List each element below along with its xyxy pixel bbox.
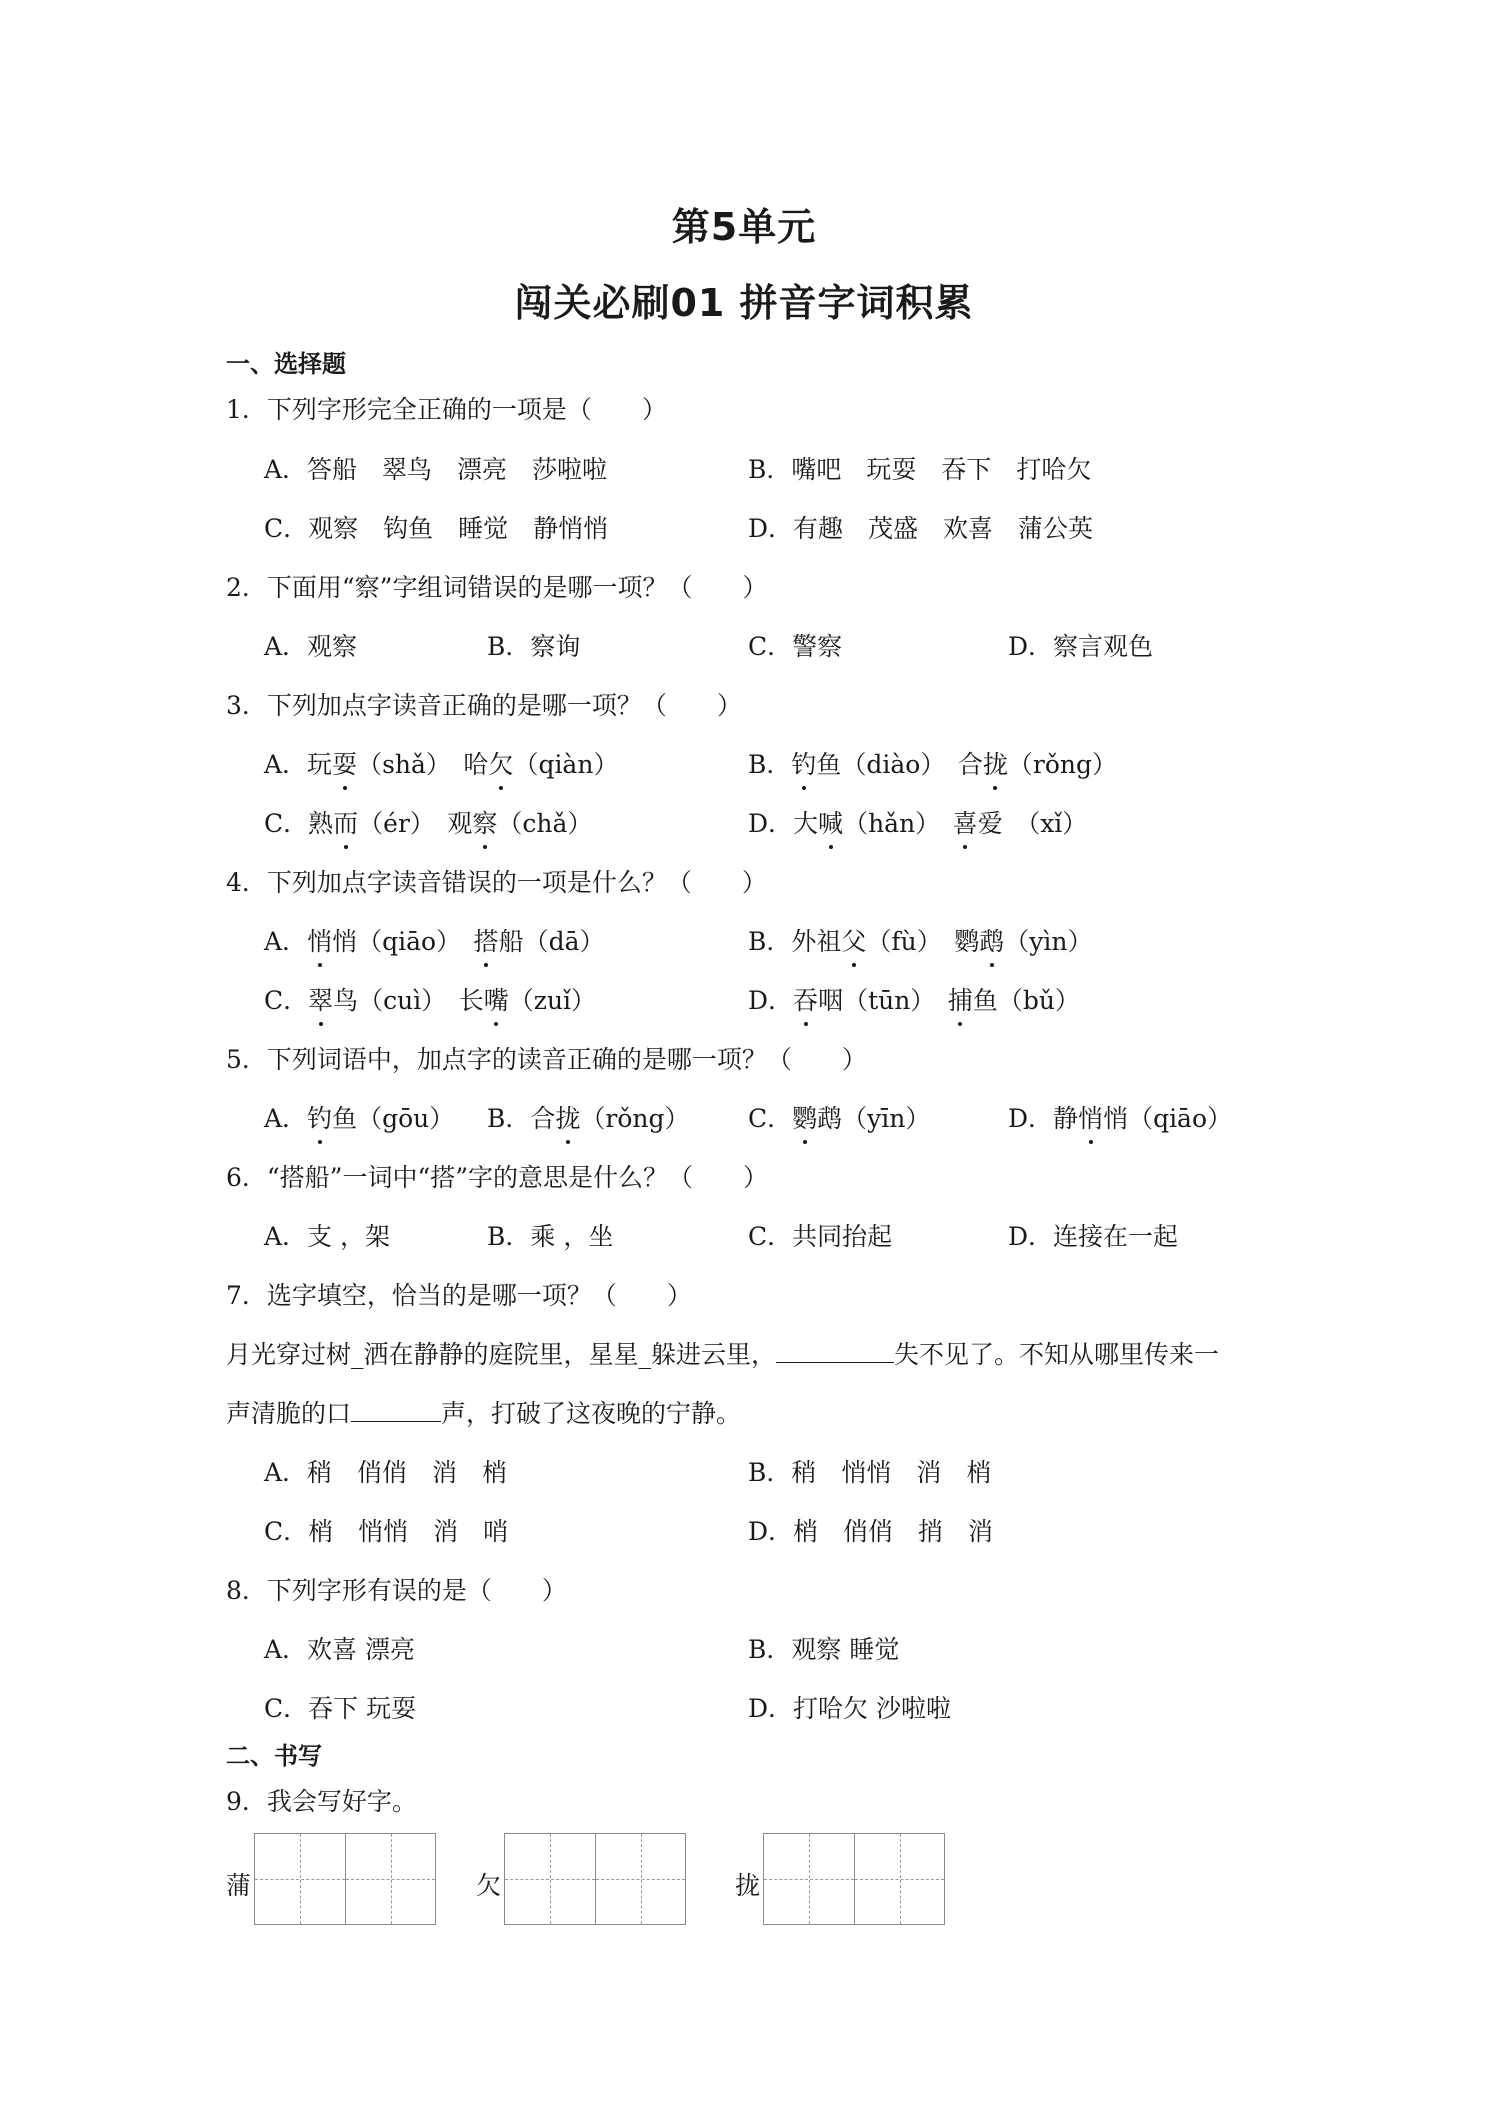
option-text: （qiàn） — [513, 750, 619, 779]
question-5-option-a[interactable] — [264, 1099, 454, 1135]
question-7-option-c[interactable]: C．梢 悄悄 消 哨 — [264, 1517, 509, 1546]
option-text: D． — [748, 986, 794, 1015]
practice-char-1: 蒲 — [226, 1871, 252, 1900]
passage-text: 声，打破了这夜晚的宁静。 — [441, 1399, 742, 1428]
writing-cell[interactable] — [255, 1834, 345, 1924]
writing-cell[interactable] — [764, 1834, 854, 1924]
option-text: D．大 — [748, 809, 819, 838]
option-text: （rǒng） — [580, 1104, 690, 1133]
option-text: 鱼（gōu） — [332, 1104, 455, 1133]
dotted-char: 钓 — [791, 745, 816, 781]
section-heading-writing: 二、书写 — [226, 1742, 322, 1770]
section-heading-choice: 一、选择题 — [226, 350, 346, 378]
dotted-char: 捕 — [948, 981, 973, 1017]
question-2-option-c[interactable]: C．警察 — [748, 632, 843, 661]
question-6-option-b[interactable]: B．乘 ，坐 — [487, 1222, 614, 1251]
question-4-option-d[interactable] — [748, 981, 1080, 1017]
question-5-stem: 5．下列词语中，加点字的读音正确的是哪一项？（ ） — [226, 1045, 867, 1074]
question-7-passage-line-1 — [226, 1335, 1219, 1371]
question-7-option-d[interactable]: D．梢 俏俏 捎 消 — [748, 1517, 994, 1546]
option-text: 鹉（yīn） — [817, 1104, 931, 1133]
dotted-char: 翠 — [308, 981, 333, 1017]
question-1-stem: 1．下列字形完全正确的一项是（ ） — [226, 395, 667, 424]
option-text: 爱 （xǐ） — [977, 809, 1088, 838]
dotted-char: 耍 — [332, 745, 357, 781]
dotted-char: 鹉 — [979, 922, 1004, 958]
question-7-option-b[interactable]: B．稍 悄悄 消 梢 — [748, 1458, 992, 1487]
question-5-option-c[interactable] — [748, 1099, 930, 1135]
question-7-passage-line-2 — [226, 1394, 741, 1430]
writing-grid-1[interactable] — [254, 1833, 436, 1925]
option-text: 悄（qiāo） — [1103, 1104, 1233, 1133]
question-5-option-d[interactable] — [1008, 1099, 1232, 1135]
dotted-char: 喊 — [818, 804, 843, 840]
option-text: B．合 — [487, 1104, 556, 1133]
question-1-option-c[interactable]: C．观察 钩鱼 睡觉 静悄悄 — [264, 514, 609, 543]
dotted-char: 悄 — [307, 922, 332, 958]
question-7-option-a[interactable]: A．稍 俏俏 消 梢 — [264, 1458, 508, 1487]
writing-cell[interactable] — [595, 1834, 685, 1924]
answer-blank[interactable] — [776, 1338, 894, 1363]
option-text: D．静 — [1008, 1104, 1079, 1133]
question-3-option-d[interactable] — [748, 804, 1087, 840]
writing-cell[interactable] — [854, 1834, 944, 1924]
option-text: （rǒng） — [1007, 750, 1117, 779]
writing-cell[interactable] — [505, 1834, 595, 1924]
option-text: A． — [264, 1104, 308, 1133]
passage-text: 声清脆的口 — [226, 1399, 352, 1428]
option-text: （chǎ） — [497, 809, 593, 838]
option-text: 船（dā） — [498, 927, 605, 956]
question-8-option-b[interactable]: B．观察 睡觉 — [748, 1635, 900, 1664]
question-2-option-b[interactable]: B．察询 — [487, 632, 581, 661]
writing-cell[interactable] — [345, 1834, 435, 1924]
question-1-option-b[interactable]: B．嘴吧 玩耍 吞下 打哈欠 — [748, 455, 1092, 484]
question-1-option-a[interactable]: A．答船 翠鸟 漂亮 莎啦啦 — [264, 455, 608, 484]
question-9-stem: 9．我会写好字。 — [226, 1787, 417, 1816]
question-3-stem: 3．下列加点字读音正确的是哪一项？（ ） — [226, 691, 742, 720]
passage-text: 月光穿过树_洒在静静的庭院里，星星_躲进云里， — [226, 1340, 777, 1369]
dotted-char: 拢 — [555, 1099, 580, 1135]
option-text: 鱼（bǔ） — [972, 986, 1080, 1015]
question-7-stem: 7．选字填空，恰当的是哪一项？（ ） — [226, 1281, 692, 1310]
practice-char-2: 欠 — [476, 1871, 502, 1900]
question-8-stem: 8．下列字形有误的是（ ） — [226, 1576, 567, 1605]
dotted-char: 欠 — [488, 745, 513, 781]
option-text: （ér） 观 — [358, 809, 473, 838]
dotted-char: 钓 — [307, 1099, 332, 1135]
writing-grid-2[interactable] — [504, 1833, 686, 1925]
question-6-stem: 6．“搭船”一词中“搭”字的意思是什么？（ ） — [226, 1163, 769, 1192]
dotted-char: 鹦 — [792, 1099, 817, 1135]
option-text: （zuǐ） — [508, 986, 597, 1015]
question-6-option-c[interactable]: C．共同抬起 — [748, 1222, 893, 1251]
page-title: 闯关必刷01 拼音字词积累 — [514, 281, 974, 325]
option-text: C． — [748, 1104, 793, 1133]
dotted-char: 而 — [333, 804, 358, 840]
question-3-option-c[interactable] — [264, 804, 592, 840]
dotted-char: 喜 — [953, 804, 978, 840]
option-text: （fù） 鹦 — [866, 927, 980, 956]
writing-grid-3[interactable] — [763, 1833, 945, 1925]
dotted-char: 父 — [841, 922, 866, 958]
dotted-char: 拢 — [983, 745, 1008, 781]
question-8-option-c[interactable]: C．吞下 玩耍 — [264, 1694, 417, 1723]
dotted-char: 吞 — [793, 981, 818, 1017]
option-text: A． — [264, 927, 308, 956]
dotted-char: 悄 — [1078, 1099, 1103, 1135]
question-4-option-c[interactable] — [264, 981, 596, 1017]
question-2-stem: 2．下面用“察”字组词错误的是哪一项？（ ） — [226, 573, 768, 602]
unit-title: 第5单元 — [671, 205, 817, 249]
question-2-option-d[interactable]: D．察言观色 — [1008, 632, 1154, 661]
question-3-option-b[interactable] — [748, 745, 1117, 781]
question-8-option-d[interactable]: D．打哈欠 沙啦啦 — [748, 1694, 951, 1723]
dotted-char: 嘴 — [484, 981, 509, 1017]
question-4-option-a[interactable] — [264, 922, 604, 958]
dotted-char: 察 — [472, 804, 497, 840]
question-3-option-a[interactable] — [264, 745, 618, 781]
passage-text: 失不见了。不知从哪里传来一 — [894, 1340, 1220, 1369]
option-text: 悄（qiāo） — [332, 927, 474, 956]
question-2-option-a[interactable]: A．观察 — [264, 632, 358, 661]
option-text: （shǎ） 哈 — [357, 750, 489, 779]
question-6-option-d[interactable]: D．连接在一起 — [1008, 1222, 1179, 1251]
option-text: B．外祖 — [748, 927, 842, 956]
option-text: C． — [264, 986, 309, 1015]
question-4-stem: 4．下列加点字读音错误的一项是什么？（ ） — [226, 868, 767, 897]
option-text: 鸟（cuì） 长 — [333, 986, 484, 1015]
option-text: B． — [748, 750, 792, 779]
question-4-option-b[interactable] — [748, 922, 1093, 958]
question-1-option-d[interactable]: D．有趣 茂盛 欢喜 蒲公英 — [748, 514, 1094, 543]
practice-char-3: 拢 — [735, 1871, 761, 1900]
option-text: （hǎn） — [843, 809, 953, 838]
question-5-option-b[interactable] — [487, 1099, 690, 1135]
option-text: （yìn） — [1004, 927, 1093, 956]
option-text: 鱼（diào） 合 — [816, 750, 983, 779]
option-text: A．玩 — [264, 750, 333, 779]
option-text: C．熟 — [264, 809, 334, 838]
dotted-char: 搭 — [474, 922, 499, 958]
option-text: 咽（tūn） — [818, 986, 948, 1015]
question-8-option-a[interactable]: A．欢喜 漂亮 — [264, 1635, 416, 1664]
answer-blank[interactable] — [351, 1397, 441, 1422]
question-6-option-a[interactable]: A．支 ，架 — [264, 1222, 391, 1251]
